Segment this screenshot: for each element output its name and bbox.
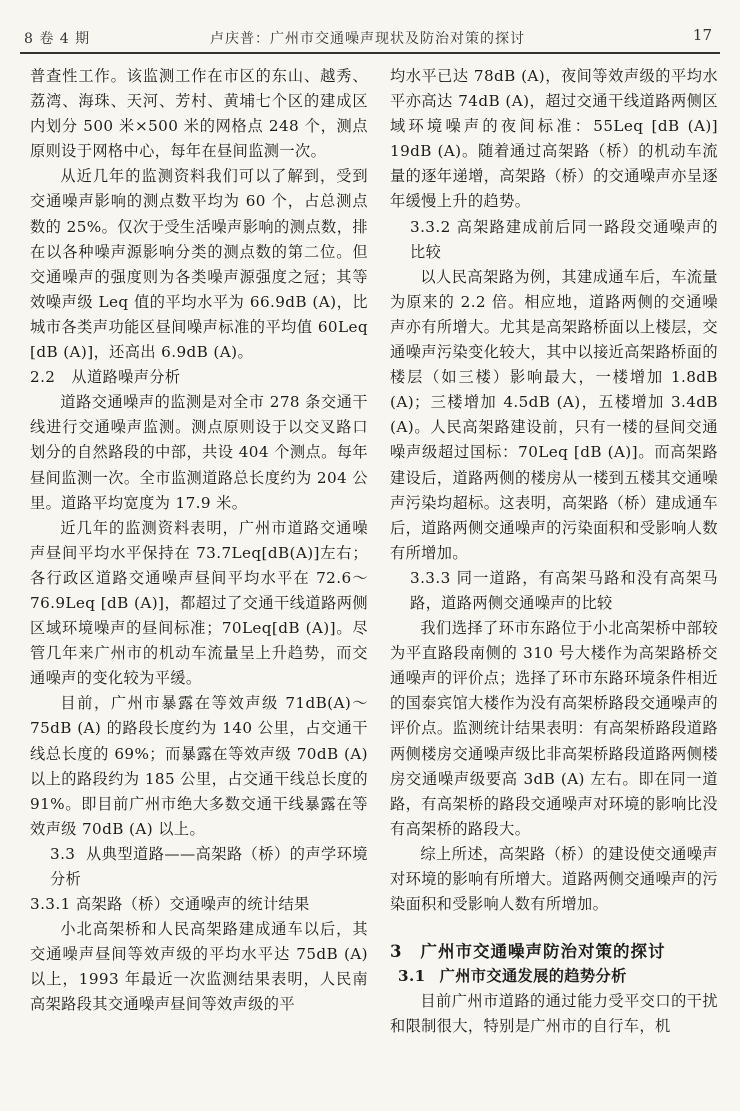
paragraph: 道路交通噪声的监测是对全市 278 条交通干线进行交通噪声监测。测点原则设于以交叉路口划分的自然路段的中部，共设 404 个测点。每年昼间监测一次。全市监测道路总长度约为 204 公里。道路平均宽度为 17.9 米。 <box>30 393 368 512</box>
section-number: 3.3.1 <box>30 895 71 914</box>
section-number: 3.3.2 <box>410 217 451 236</box>
section-number: 2.2 <box>30 368 56 387</box>
section-number: 3.3 <box>50 844 76 863</box>
section-heading-3-3-2 <box>390 215 718 265</box>
running-title: 卢庆普：广州市交通噪声现状及防治对策的探讨 <box>210 31 525 47</box>
paragraph: 以人民高架路为例，其建成通车后，车流量为原来的 2.2 倍。相应地，道路两侧的交通噪声亦有所增大。尤其是高架路桥面以上楼层，交通噪声污染变化较大，其中以接近高架路桥面的楼层（如三楼）影响最大，一楼增加 1.8dB (A)；三楼增加 4.5dB (A)，五楼增加 3.4dB (A)。人民高架路建设前，只有一楼的昼间交通噪声级超过国标：70Leq [dB (A)]。而高架路建设后，道路两侧的楼房从一楼到五楼其交通噪声污染均超标。这表明，高架路（桥）建成通车后，道路两侧交通噪声的污染面积和受影响人数有所增加。 <box>390 267 718 562</box>
section-heading-2-2 <box>30 365 368 390</box>
paragraph: 综上所述，高架路（桥）的建设使交通噪声对环境的影响有所增大。道路两侧交通噪声的污染面积和受影响人数有所增加。 <box>390 844 718 914</box>
paragraph: 普查性工作。该监测工作在市区的东山、越秀、荔湾、海珠、天河、芳村、黄埔七个区的建成区内划分 500 米×500 米的网格点 248 个，测点原则设于网格中心，每年在昼间监测一次。 <box>30 67 368 161</box>
paragraph: 小北高架桥和人民高架路建成通车以后，其交通噪声昼间等效声级的平均水平达 75dB (A) 以上，1993 年最近一次监测结果表明，人民南高架路段其交通噪声昼间等效声级的平 <box>30 920 368 1014</box>
paragraph: 近几年的监测资料表明，广州市道路交通噪声昼间平均水平保持在 73.7Leq[dB(A)]左右；各行政区道路交通噪声昼间平均水平在 72.6～76.9Leq [dB (A)]，都超过了交通干线道路两侧区域环境噪声的昼间标准；70Leq[dB (A)]。尽管几年来广州市的机动车流量呈上升趋势，而交通噪声的变化较为平缓。 <box>30 518 368 688</box>
section-heading-3-1 <box>390 964 718 989</box>
section-heading-3-3-1 <box>30 892 368 917</box>
page-number: 17 <box>692 26 712 44</box>
paragraph: 从近几年的监测资料我们可以了解到，受到交通噪声影响的测点数平均为 60 个，占总测点数的 25%。仅次于受生活噪声影响的测点数，排在以各种噪声源影响分类的测点数的第二位。但交通噪声的强度则为各类噪声源强度之冠；其等效噪声级 Leq 值的平均水平为 66.9dB (A)，比城市各类声功能区昼间噪声标准的平均值 60Leq [dB (A)]，还高出 6.9dB (A)。 <box>30 167 368 362</box>
left-column <box>30 64 368 1018</box>
section-number: 3.1 <box>398 967 426 986</box>
section-heading-3 <box>390 939 718 964</box>
paragraph: 我们选择了环市东路位于小北高架桥中部较为平直路段南侧的 310 号大楼作为高架路桥交通噪声的评价点；选择了环市东路环境条件相近的国泰宾馆大楼作为没有高架桥路段交通噪声的评价点。监测统计结果表明：有高架桥路段道路两侧楼房交通噪声级比非高架桥路段道路两侧楼房交通噪声级要高 3dB (A) 左右。即在同一道路，有高架桥的路段交通噪声对环境的影响比没有高架桥的路段大。 <box>390 619 718 838</box>
paragraph: 目前，广州市暴露在等效声级 71dB(A)～75dB (A) 的路段长度约为 140 公里，占交通干线总长度的 69%；而暴露在等效声级 70dB (A) 以上的路段约为 185 公里，占交通干线总长度的 91%。即目前广州市绝大多数交通干线暴露在等效声级 70dB (A) 以上。 <box>30 694 368 838</box>
paragraph: 目前广州市道路的通过能力受平交口的干扰和限制很大，特别是广州市的自行车，机 <box>390 992 718 1036</box>
section-title: 广州市交通噪声防治对策的探讨 <box>420 942 666 962</box>
section-title: 从典型道路——高架路（桥）的声学环境分析 <box>50 844 368 888</box>
section-heading-3-3 <box>30 842 368 892</box>
section-title: 从道路噪声分析 <box>71 368 181 387</box>
running-header <box>20 20 720 54</box>
section-title: 同一道路，有高架马路和没有高架马路，道路两侧交通噪声的比较 <box>410 568 718 612</box>
issue-label: 8 卷 4 期 <box>24 31 91 47</box>
section-title: 广州市交通发展的趋势分析 <box>439 967 627 986</box>
section-heading-3-3-3 <box>390 566 718 616</box>
section-number: 3 <box>390 942 403 962</box>
section-number: 3.3.3 <box>410 568 451 587</box>
section-title: 高架路建成前后同一路段交通噪声的比较 <box>410 217 718 261</box>
right-column <box>390 64 718 1040</box>
section-title: 高架路（桥）交通噪声的统计结果 <box>75 895 310 914</box>
paragraph: 均水平已达 78dB (A)，夜间等效声级的平均水平亦高达 74dB (A)，超过交通干线道路两侧区域环境噪声的夜间标准：55Leq [dB (A)] 19dB (A)。随着通过高架路（桥）的机动车流量的逐年递增，高架路（桥）的交通噪声亦呈逐年缓慢上升的趋势。 <box>390 67 718 211</box>
